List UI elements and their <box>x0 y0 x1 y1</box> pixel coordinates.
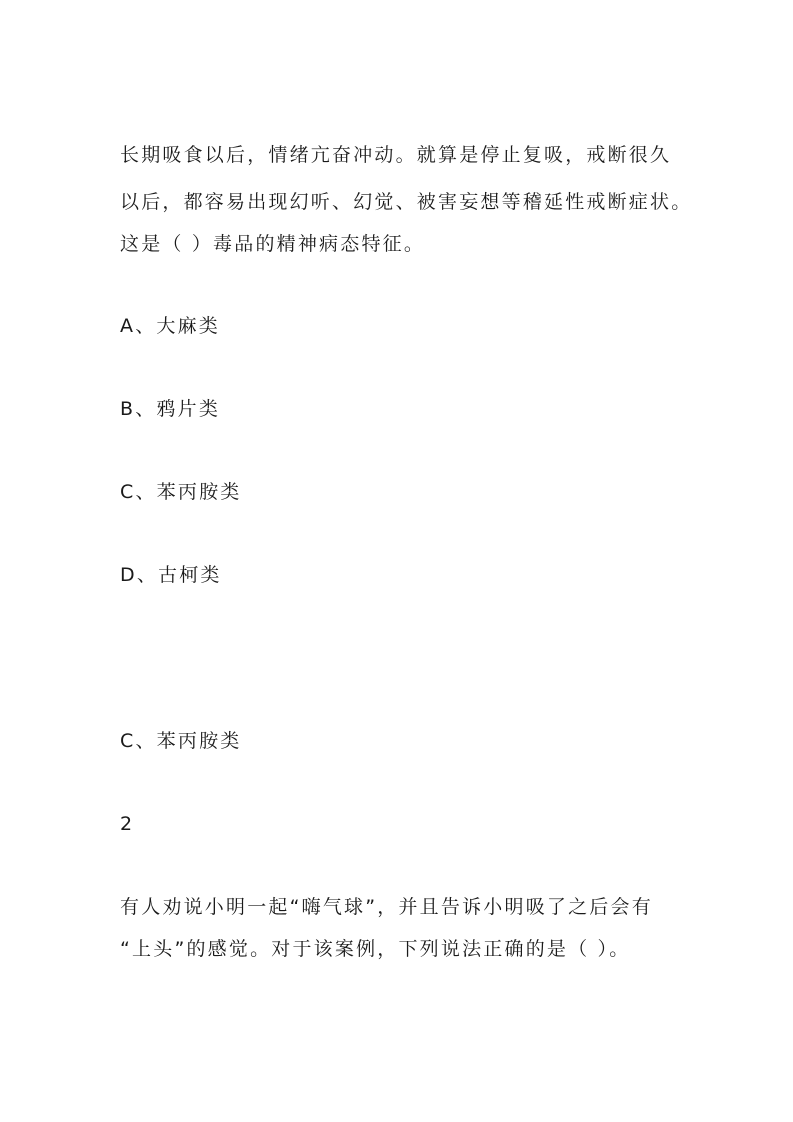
option-d: D、古柯类 <box>120 564 222 586</box>
option-c: C、苯丙胺类 <box>120 481 242 503</box>
question-1-answer: C、苯丙胺类 <box>120 730 242 752</box>
option-b: B、鸦片类 <box>120 398 221 420</box>
question-2-line-1: 有人劝说小明一起“嗨气球”，并且告诉小明吸了之后会有 <box>120 896 653 918</box>
option-a: A、大麻类 <box>120 315 220 337</box>
question-1-line-1: 长期吸食以后，情绪亢奋冲动。就算是停止复吸，戒断很久 <box>120 144 672 166</box>
question-1-line-3: 这是（ ）毒品的精神病态特征。 <box>120 233 426 255</box>
question-2-number: 2 <box>120 813 135 835</box>
question-1-line-2: 以后，都容易出现幻听、幻觉、被害妄想等稽延性戒断症状。 <box>120 191 693 213</box>
question-2-line-2: “上头”的感觉。对于该案例，下列说法正确的是（ ）。 <box>120 938 631 960</box>
